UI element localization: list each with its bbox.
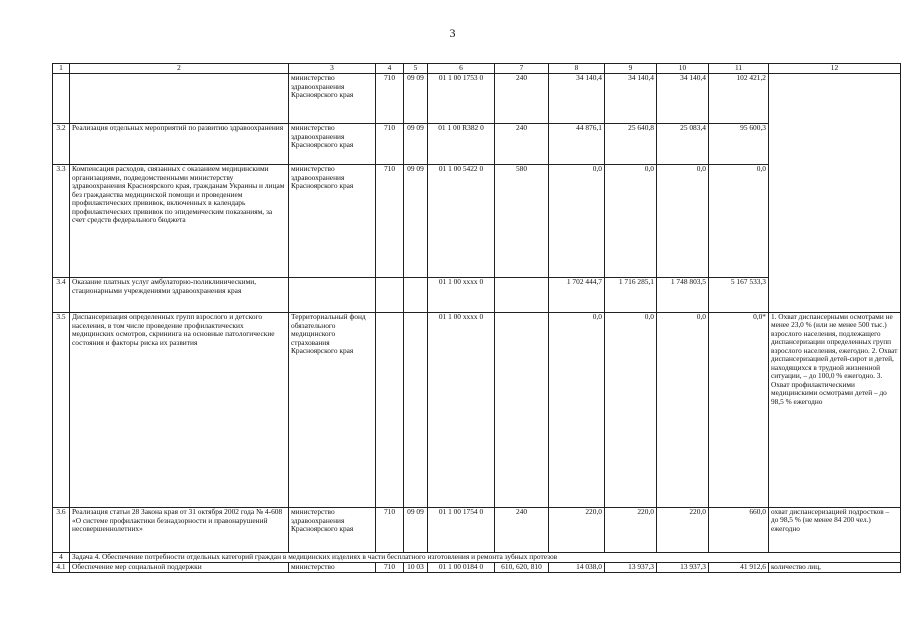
grbs-code: 710 [376, 165, 404, 278]
grbs-name [289, 278, 376, 313]
amount-year-1: 0,0 [549, 313, 605, 508]
activity-name: Оказание платных услуг амбулаторно-поликлиническими, стационарными учреждениями здравоохранения края [70, 278, 289, 313]
amount-year-3: 0,0 [657, 165, 709, 278]
column-number: 9 [605, 64, 657, 74]
activity-name: Обеспечение мер социальной поддержки [70, 563, 289, 573]
csr-code: 01 1 00 R382 0 [428, 124, 495, 165]
grbs-name: министерство здравоохранения Красноярского края [289, 508, 376, 553]
column-number: 3 [289, 64, 376, 74]
amount-total: 102 421,2 [709, 74, 769, 124]
amount-year-2: 34 140,4 [605, 74, 657, 124]
rzpr-code: 10 03 [404, 563, 428, 573]
amount-total: 95 600,3 [709, 124, 769, 165]
column-number: 1 [53, 64, 70, 74]
column-number: 2 [70, 64, 289, 74]
vr-code: 240 [495, 508, 549, 553]
activity-name: Диспансеризация определенных групп взрослого и детского населения, в том числе проведение профилактических медицинских осмотров, скрининга на основные патологические состояния и факторы риска их развития [70, 313, 289, 508]
rzpr-code [404, 278, 428, 313]
vr-code: 240 [495, 74, 549, 124]
page-number: 3 [449, 26, 456, 40]
csr-code: 01 1 00 0184 0 [428, 563, 495, 573]
grbs-name: министерство [289, 563, 376, 573]
expected-result: охват диспансеризацией подростков – до 98,5 % (не менее 84 200 чел.) ежегодно [769, 508, 901, 553]
amount-year-1: 0,0 [549, 165, 605, 278]
row-number: 3.2 [53, 124, 70, 165]
amount-year-2: 0,0 [605, 165, 657, 278]
activity-name: Реализация отдельных мероприятий по развитию здравоохранения [70, 124, 289, 165]
csr-code: 01 1 00 1754 0 [428, 508, 495, 553]
column-number: 5 [404, 64, 428, 74]
column-number: 4 [376, 64, 404, 74]
amount-total: 0,0* [709, 313, 769, 508]
expected-result: 1. Охват диспансерными осмотрами не менее 23,0 % (или не менее 500 тыс.) взрослого населения, подлежащего диспансеризации определенных групп взрослого населения, ежегодно. 2. Охват диспансеризацией детей-сирот и детей, находящихся в трудной жизненной ситуации, – до 100,0 % ежегодно. 3. Охват профилактическими медицинскими осмотрами детей – до 98,5 % ежегодно [769, 313, 901, 508]
activity-name: Реализация статьи 28 Закона края от 31 октября 2002 года № 4-608 «О системе профилактики безнадзорности и правонарушений несовершеннолетних» [70, 508, 289, 553]
grbs-name: министерство здравоохранения Красноярского края [289, 165, 376, 278]
column-number-row [53, 64, 901, 74]
amount-total: 5 167 533,3 [709, 278, 769, 313]
vr-code [495, 278, 549, 313]
rzpr-code [404, 313, 428, 508]
csr-code: 01 1 00 xxxx 0 [428, 278, 495, 313]
csr-code: 01 1 00 5422 0 [428, 165, 495, 278]
vr-code [495, 313, 549, 508]
amount-year-1: 14 038,0 [549, 563, 605, 573]
csr-code: 01 1 00 xxxx 0 [428, 313, 495, 508]
vr-code: 580 [495, 165, 549, 278]
task-row [53, 553, 901, 563]
rzpr-code: 09 09 [404, 124, 428, 165]
amount-year-1: 44 876,1 [549, 124, 605, 165]
column-number: 11 [709, 64, 769, 74]
rzpr-code: 09 09 [404, 74, 428, 124]
grbs-name: министерство здравоохранения Красноярского края [289, 74, 376, 124]
vr-code: 610, 620, 810 [495, 563, 549, 573]
amount-year-2: 13 937,3 [605, 563, 657, 573]
grbs-name: Территориальный фонд обязательного медицинского страхования Красноярского края [289, 313, 376, 508]
activity-name: Компенсация расходов, связанных с оказанием медицинскими организациями, подведомственными министерству здравоохранения Красноярского края, гражданам Украины и лицам без гражданства медицинской помощи и проведением профилактических прививок, включенных в календарь профилактических прививок по эпидемическим показаниям, за счет средств федерального бюджета [70, 165, 289, 278]
row-number: 3.3 [53, 165, 70, 278]
grbs-code [376, 278, 404, 313]
column-number: 10 [657, 64, 709, 74]
grbs-name: министерство здравоохранения Красноярского края [289, 124, 376, 165]
amount-year-1: 34 140,4 [549, 74, 605, 124]
table-row [53, 313, 901, 508]
amount-year-1: 220,0 [549, 508, 605, 553]
grbs-code: 710 [376, 74, 404, 124]
grbs-code: 710 [376, 563, 404, 573]
amount-year-3: 0,0 [657, 313, 709, 508]
table-row [53, 74, 901, 124]
grbs-code: 710 [376, 124, 404, 165]
task-title: Задача 4. Обеспечение потребности отдельных категорий граждан в медицинских изделиях в части бесплатного изготовления и ремонта зубных протезов [70, 553, 901, 563]
rzpr-code: 09 09 [404, 165, 428, 278]
row-number: 3.5 [53, 313, 70, 508]
amount-year-2: 1 716 285,1 [605, 278, 657, 313]
activity-name [70, 74, 289, 124]
table-row [53, 508, 901, 553]
grbs-code: 710 [376, 508, 404, 553]
row-number [53, 74, 70, 124]
row-number: 4.1 [53, 563, 70, 573]
amount-year-2: 25 640,8 [605, 124, 657, 165]
csr-code: 01 1 00 1753 0 [428, 74, 495, 124]
grbs-code [376, 313, 404, 508]
column-number: 7 [495, 64, 549, 74]
expected-result [769, 74, 901, 313]
row-number: 3.4 [53, 278, 70, 313]
amount-year-2: 220,0 [605, 508, 657, 553]
table-row [53, 563, 901, 573]
amount-year-2: 0,0 [605, 313, 657, 508]
column-number: 6 [428, 64, 495, 74]
column-number: 12 [769, 64, 901, 74]
amount-year-3: 34 140,4 [657, 74, 709, 124]
expected-result: количество лиц, [769, 563, 901, 573]
amount-year-3: 25 083,4 [657, 124, 709, 165]
amount-year-1: 1 702 444,7 [549, 278, 605, 313]
amount-year-3: 13 937,3 [657, 563, 709, 573]
amount-total: 41 912,6 [709, 563, 769, 573]
vr-code: 240 [495, 124, 549, 165]
amount-total: 0,0 [709, 165, 769, 278]
task-number: 4 [53, 553, 70, 563]
amount-year-3: 220,0 [657, 508, 709, 553]
amount-year-3: 1 748 803,5 [657, 278, 709, 313]
rzpr-code: 09 09 [404, 508, 428, 553]
column-number: 8 [549, 64, 605, 74]
program-activities-table [52, 63, 901, 573]
amount-total: 660,0 [709, 508, 769, 553]
row-number: 3.6 [53, 508, 70, 553]
